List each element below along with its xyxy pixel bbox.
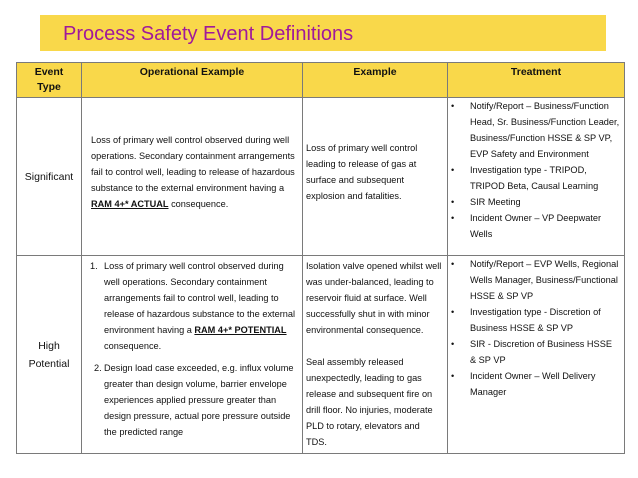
- bullet-icon: •: [451, 371, 455, 381]
- list-item: • Notify/Report – EVP Wells, Regional Wells Manager, Business/Functional HSSE & SP VP: [448, 256, 620, 304]
- header-event-type-line2: Type: [37, 81, 61, 93]
- event-type-line2: Potential: [28, 357, 70, 370]
- list-item: • Incident Owner – Well Delivery Manager: [448, 368, 620, 400]
- header-event-type: [17, 63, 82, 98]
- treatment-list-significant: [448, 98, 620, 242]
- operational-numbered-list: [84, 258, 298, 440]
- ram-potential-emphasis: RAM 4+* POTENTIAL: [194, 325, 287, 335]
- event-type-line1: High: [38, 339, 60, 352]
- header-treatment: Treatment: [448, 63, 625, 98]
- operational-example-significant: [82, 98, 303, 256]
- item-number: 2.: [94, 363, 102, 373]
- list-item: • Incident Owner – VP Deepwater Wells: [448, 210, 620, 242]
- list-item: • Notify/Report – Business/Function Head, Sr. Business/Function Leader, Business/Function HSSE & SP VP, EVP Safety and Environment: [448, 98, 620, 162]
- treatment-high-potential: [448, 256, 625, 454]
- example-paragraph-2: Seal assembly released unexpectedly, leading to gas release and subsequent fire on drill floor. No injuries, moderate PLD to rotary, elevators and TDS.: [306, 357, 433, 447]
- item-number: 1.: [90, 261, 98, 271]
- bullet-icon: •: [451, 213, 455, 223]
- list-item: 1. Loss of primary well control observed during well operations. Secondary containment arrangements fail to control well, leading to release of hazardous substance to the external environment having a RAM 4+* POTENTIAL consequence.: [84, 258, 298, 354]
- event-type-high-potential: [17, 256, 82, 454]
- bullet-icon: •: [451, 259, 455, 269]
- example-paragraph-1: Isolation valve opened whilst well was under-balanced, leading to reservoir fluid at surface. Well successfully shut in with minor environmental consequence.: [306, 261, 442, 335]
- example-significant: Loss of primary well control leading to release of gas at surface and subsequent explosion and fatalities.: [303, 98, 448, 256]
- example-high-potential: [303, 256, 448, 454]
- list-item: • SIR Meeting: [448, 194, 620, 210]
- bullet-icon: •: [451, 197, 455, 207]
- table-header-row: [17, 63, 625, 98]
- operational-example-high-potential: [82, 256, 303, 454]
- page-title: Process Safety Event Definitions: [63, 23, 354, 45]
- operational-text: Loss of primary well control observed during well operations. Secondary containment arrangements fail to control well, leading to release of hazardous substance to the external environment having a: [91, 134, 295, 193]
- list-item: • Investigation type - Discretion of Business HSSE & SP VP: [448, 304, 620, 336]
- treatment-list-high-potential: [448, 256, 620, 400]
- treatment-significant: [448, 98, 625, 256]
- bullet-icon: •: [451, 339, 455, 349]
- header-operational-example: Operational Example: [82, 63, 303, 98]
- table-row-high-potential: [17, 256, 625, 454]
- bullet-icon: •: [451, 307, 455, 317]
- table-row-significant: [17, 98, 625, 256]
- header-event-type-line1: Event: [34, 66, 64, 78]
- ram-actual-emphasis: RAM 4+* ACTUAL: [91, 198, 169, 209]
- bullet-icon: •: [451, 101, 455, 111]
- header-example: Example: [303, 63, 448, 98]
- list-item: • Investigation type - TRIPOD, TRIPOD Beta, Causal Learning: [448, 162, 620, 194]
- list-item: 2. Design load case exceeded, e.g. influx volume greater than design volume, barrier envelope experiences applied pressure greater than design pressure, actual pore pressure outside the predicted range: [84, 360, 298, 440]
- event-type-significant: Significant: [17, 98, 82, 256]
- operational-tail: consequence.: [168, 198, 229, 209]
- definitions-table: [16, 62, 625, 454]
- bullet-icon: •: [451, 165, 455, 175]
- list-item: • SIR - Discretion of Business HSSE & SP VP: [448, 336, 620, 368]
